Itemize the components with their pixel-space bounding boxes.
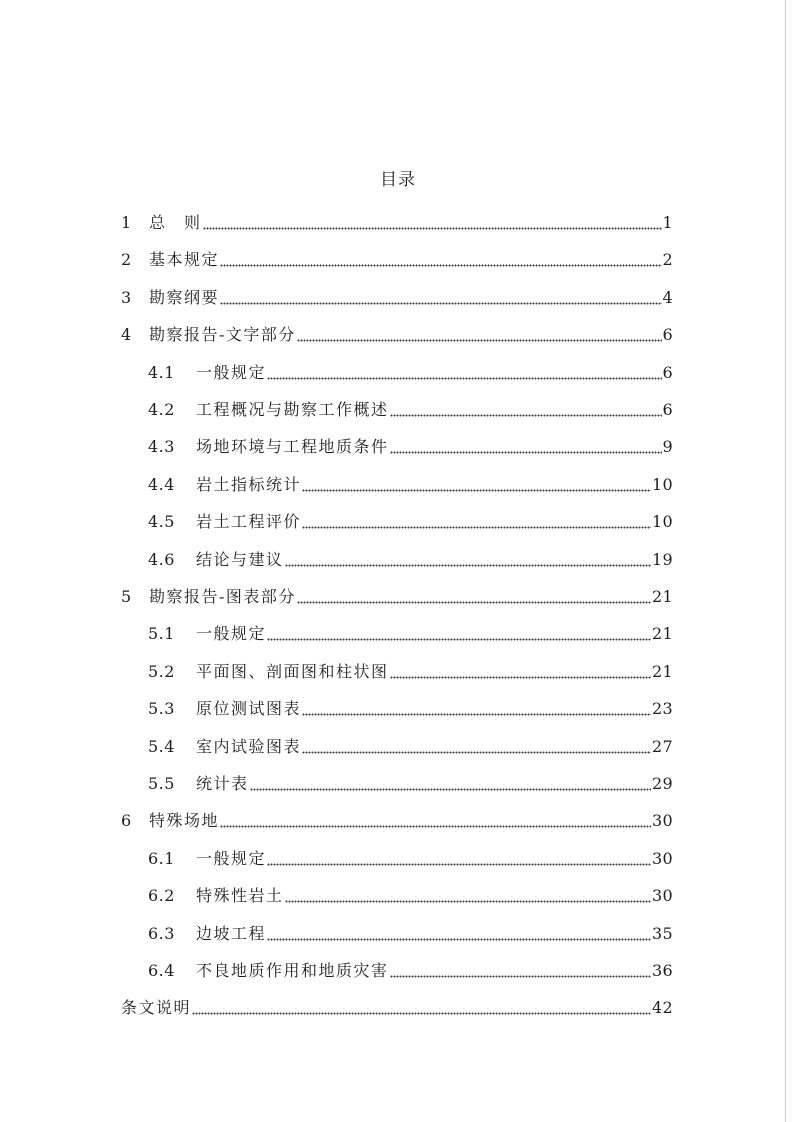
toc-entry[interactable] <box>148 428 673 465</box>
toc-entry-label: 不良地质作用和地质灾害 <box>196 960 389 980</box>
dot-leader <box>220 810 651 832</box>
toc-entry[interactable] <box>148 541 673 578</box>
toc-entry-label: 特殊场地 <box>149 810 220 830</box>
toc-entry-label: 特殊性岩土 <box>196 885 284 905</box>
toc-entry-number: 5.3 <box>148 698 175 718</box>
toc-entry-number: 5.4 <box>148 736 175 756</box>
toc-entry-label: 结论与建议 <box>196 549 284 569</box>
toc-entry-page-number: 1 <box>662 212 673 232</box>
toc-entry[interactable] <box>148 503 673 540</box>
toc-entry-number: 3 <box>121 287 132 307</box>
toc-entry-page-number: 30 <box>652 810 673 830</box>
toc-entry[interactable] <box>121 204 673 241</box>
toc-entry-number: 4.2 <box>148 399 175 419</box>
toc-entry-label: 一般规定 <box>196 362 267 382</box>
toc-entry-label: 勘察纲要 <box>149 287 220 307</box>
toc-entry-number: 6.2 <box>148 885 175 905</box>
toc-entry-label: 原位测试图表 <box>196 698 302 718</box>
toc-entry-number: 5.2 <box>148 661 175 681</box>
toc-entry-label: 室内试验图表 <box>196 736 302 756</box>
toc-entry-page-number: 21 <box>652 586 673 606</box>
toc-entry[interactable] <box>121 241 673 278</box>
toc-entry-page-number: 4 <box>662 287 673 307</box>
dot-leader <box>302 698 651 720</box>
toc-entry-page-number: 10 <box>652 474 673 494</box>
toc-entry-label: 岩土指标统计 <box>196 474 302 494</box>
toc-entry-number: 5.1 <box>148 623 175 643</box>
toc-entry-page-number: 6 <box>662 324 673 344</box>
toc-entry[interactable] <box>148 354 673 391</box>
dot-leader <box>267 362 662 384</box>
dot-leader <box>250 773 652 795</box>
toc-entry-page-number: 10 <box>652 511 673 531</box>
toc-entry[interactable] <box>148 840 673 877</box>
toc-entry[interactable] <box>148 653 673 690</box>
dot-leader <box>297 586 651 608</box>
toc-title: 目录 <box>380 170 416 190</box>
toc-entry-number: 5.5 <box>148 773 175 793</box>
dot-leader <box>267 923 651 945</box>
dot-leader <box>220 287 662 309</box>
toc-entry-number: 4.5 <box>148 511 175 531</box>
toc-entry[interactable] <box>121 279 673 316</box>
toc-entry-page-number: 30 <box>652 885 673 905</box>
toc-entry-number: 6.4 <box>148 960 175 980</box>
toc-entry-label: 勘察报告-文字部分 <box>149 324 296 344</box>
toc-entry-number: 4.1 <box>148 362 175 382</box>
toc-entry-number: 4.6 <box>148 549 175 569</box>
toc-entry-number: 5 <box>121 586 132 606</box>
dot-leader <box>285 885 652 907</box>
toc-entry-label: 岩土工程评价 <box>196 511 302 531</box>
toc-entry-page-number: 27 <box>652 736 673 756</box>
toc-entry[interactable] <box>148 728 673 765</box>
toc-entry-page-number: 29 <box>652 773 673 793</box>
toc-entry-label: 一般规定 <box>196 623 267 643</box>
toc-entry[interactable] <box>148 615 673 652</box>
toc-entry-label: 条文说明 <box>121 997 192 1017</box>
toc-entry-page-number: 30 <box>652 848 673 868</box>
toc-entry-label: 工程概况与勘察工作概述 <box>196 399 389 419</box>
toc-entry-page-number: 36 <box>652 960 673 980</box>
toc-entry-label: 场地环境与工程地质条件 <box>196 436 389 456</box>
toc-entry-label: 总 则 <box>149 212 202 232</box>
dot-leader <box>390 399 662 421</box>
dot-leader <box>267 623 651 645</box>
toc-entry-page-number: 2 <box>662 249 673 269</box>
toc-entry-page-number: 6 <box>662 399 673 419</box>
toc-entry-number: 4.3 <box>148 436 175 456</box>
toc-entry-label: 平面图、剖面图和柱状图 <box>196 661 389 681</box>
toc-entry[interactable] <box>121 578 673 615</box>
dot-leader <box>390 661 652 683</box>
dot-leader <box>302 511 651 533</box>
toc-entry-page-number: 19 <box>652 549 673 569</box>
dot-leader <box>297 324 662 346</box>
dot-leader <box>302 736 651 758</box>
toc-entry-page-number: 23 <box>652 698 673 718</box>
toc-entry[interactable] <box>148 765 673 802</box>
toc-entry-label: 基本规定 <box>149 249 220 269</box>
toc-entry-label: 勘察报告-图表部分 <box>149 586 296 606</box>
dot-leader <box>267 848 651 870</box>
toc-entry-page-number: 42 <box>652 997 673 1017</box>
dot-leader <box>390 960 652 982</box>
toc-entry-label: 统计表 <box>196 773 249 793</box>
toc-entry[interactable] <box>148 915 673 952</box>
dot-leader <box>285 549 652 571</box>
toc-entry-number: 6.1 <box>148 848 175 868</box>
toc-entry[interactable] <box>148 690 673 727</box>
toc-entry[interactable] <box>121 989 673 1026</box>
toc-entry-page-number: 21 <box>652 661 673 681</box>
toc-entry[interactable] <box>148 466 673 503</box>
toc-entry-label: 边坡工程 <box>196 923 267 943</box>
toc-entry-page-number: 21 <box>652 623 673 643</box>
toc-entry-number: 2 <box>121 249 132 269</box>
toc-entry-page-number: 9 <box>662 436 673 456</box>
toc-entry-number: 4 <box>121 324 132 344</box>
toc-entry-label: 一般规定 <box>196 848 267 868</box>
dot-leader <box>203 212 662 234</box>
toc-entry-number: 6.3 <box>148 923 175 943</box>
toc-entry[interactable] <box>148 952 673 989</box>
toc-entry[interactable] <box>148 877 673 914</box>
toc-entry-number: 4.4 <box>148 474 175 494</box>
toc-entry-page-number: 35 <box>652 923 673 943</box>
toc-entry[interactable] <box>121 316 673 353</box>
dot-leader <box>390 436 662 458</box>
toc-entry[interactable] <box>148 391 673 428</box>
dot-leader <box>302 474 651 496</box>
toc-entry-number: 1 <box>121 212 132 232</box>
toc-entry-page-number: 6 <box>662 362 673 382</box>
toc-entry[interactable] <box>121 802 673 839</box>
dot-leader <box>220 249 662 271</box>
dot-leader <box>192 997 651 1019</box>
toc-entry-number: 6 <box>121 810 132 830</box>
